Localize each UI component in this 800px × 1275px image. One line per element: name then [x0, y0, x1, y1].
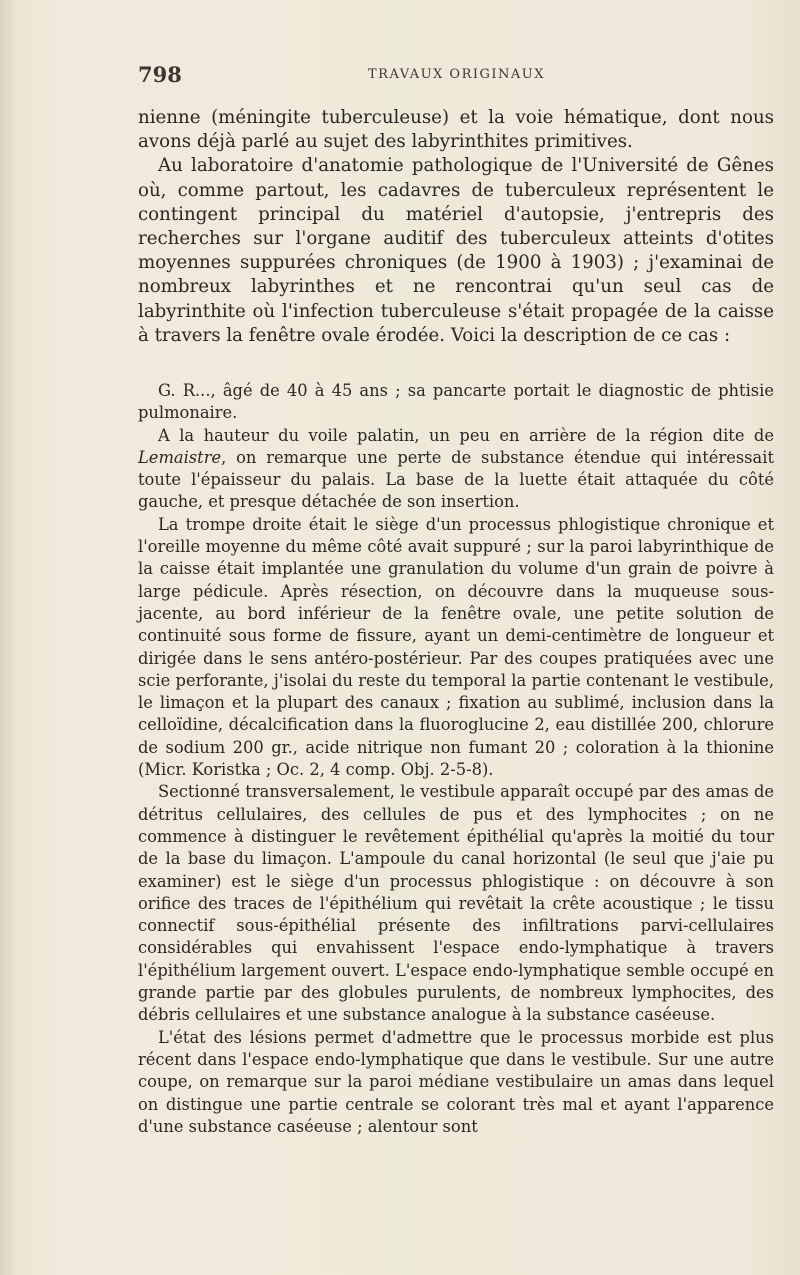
case-paragraph-2-end: , on remarque une perte de substance étendue qui intéressait toute l'épaisseur du palais. La base de la luette était attaquée du côté gauche, et presque détachée de son insertion.: [138, 447, 774, 512]
case-paragraph-1: G. R..., âgé de 40 à 45 ans ; sa pancarte portait le diagnostic de phtisie pulmonaire.: [138, 381, 774, 423]
page-number: 798: [138, 62, 182, 87]
case-paragraph-2-start: A la hauteur du voile palatin, un peu en arrière de la région dite de: [158, 425, 774, 445]
case-paragraph-3: La trompe droite était le siège d'un processus phlogistique chronique et l'oreille moyenne du même côté avait suppuré ; sur la paroi labyrinthique de la caisse était implantée une granulation du volume d'un grain de poivre à large pédicule. Après résection, on découvre dans la muqueuse sous-jacente, au bord inférieur de la fenêtre ovale, une petite solution de continuité sous forme de fissure, ayant un demi-centimètre de longueur et dirigée dans le sens antéro-postérieur. Par des coupes pratiquées avec une scie perforante, j'isolai du reste du temporal la partie contenant le vestibule, le limaçon et la plupart des canaux ; fixation au sublimé, inclusion dans la celloïdine, décalcification dans la fluoroglucine 2, eau distillée 200, chlorure de sodium 200 gr., acide nitrique non fumant 20 ; coloration à la thionine (Micr. Koristka ; Oc. 2, 4 comp. Obj. 2-5-8).: [138, 514, 774, 780]
running-title: TRAVAUX ORIGINAUX: [368, 67, 546, 82]
case-paragraph-2: [138, 425, 774, 514]
intro-paragraph-1: nienne (méningite tuberculeuse) et la voie hématique, dont nous avons déjà parlé au sujet des labyrinthites primitives.: [138, 107, 774, 153]
author-name-italic: Lemaistre: [138, 447, 222, 467]
case-description: [138, 380, 774, 1138]
page-header: [138, 58, 774, 88]
intro-text: [138, 106, 774, 348]
intro-paragraph-2: Au laboratoire d'anatomie pathologique de l'Université de Gênes où, comme partout, les cadavres de tuberculeux représentent le contingent principal du matériel d'autopsie, j'entrepris des recherches sur l'organe auditif des tuberculeux atteints d'otites moyennes suppurées chroniques (de 1900 à 1903) ; j'examinai de nombreux labyrinthes et ne rencontrai qu'un seul cas de labyrinthite où l'infection tuberculeuse s'était propagée de la caisse à travers la fenêtre ovale érodée. Voici la description de ce cas :: [138, 155, 774, 346]
case-paragraph-4: Sectionné transversalement, le vestibule apparaît occupé par des amas de détritus cellulaires, des cellules de pus et des lymphocites ; on ne commence à distinguer le revêtement épithélial qu'après la moitié du tour de la base du limaçon. L'ampoule du canal horizontal (le seul que j'aie pu examiner) est le siège d'un processus phlogistique : on découvre à son orifice des traces de l'épithélium qui revêtait la crête acoustique ; le tissu connectif sous-épithélial présente des infiltrations parvi-cellulaires considérables qui envahissent l'espace endo-lymphatique à travers l'épithélium largement ouvert. L'espace endo-lymphatique semble occupé en grande partie par des globules purulents, de nombreux lymphocites, des débris cellulaires et une substance analogue à la substance caséeuse.: [138, 782, 774, 1025]
case-paragraph-5: L'état des lésions permet d'admettre que le processus morbide est plus récent dans l'espace endo-lymphatique que dans le vestibule. Sur une autre coupe, on remarque sur la paroi médiane vestibulaire un amas dans lequel on distingue une partie centrale se colorant très mal et ayant l'apparence d'une substance caséeuse ; alentour sont: [138, 1027, 774, 1136]
